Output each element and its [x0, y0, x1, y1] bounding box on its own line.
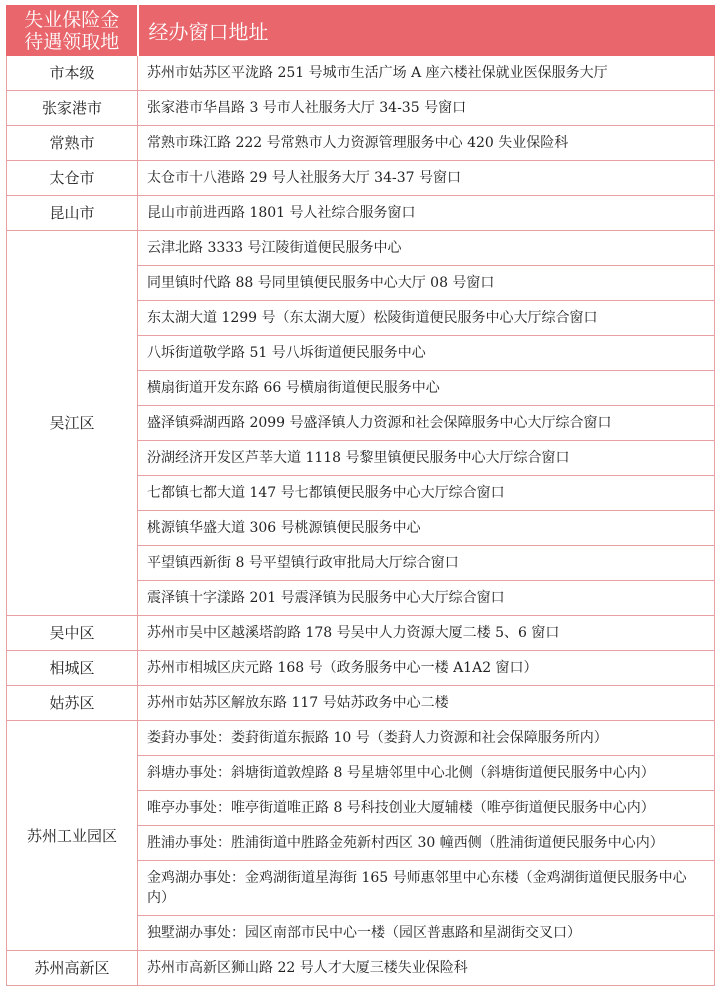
- address-cell: 胜浦办事处：胜浦街道中胜路金苑新村西区 30 幢西侧（胜浦街道便民服务中心内）: [138, 826, 715, 861]
- district-cell: 太仓市: [7, 161, 138, 196]
- address-cell: 苏州市姑苏区解放东路 117 号姑苏政务中心二楼: [138, 686, 715, 721]
- address-cell: 唯亭办事处：唯亭街道唯正路 8 号科技创业大厦辅楼（唯亭街道便民服务中心内）: [138, 791, 715, 826]
- table-row: [7, 91, 715, 126]
- district-cell: 张家港市: [7, 91, 138, 126]
- address-cell: 横扇街道开发东路 66 号横扇街道便民服务中心: [138, 371, 715, 406]
- header-district-line1: 失业保险金: [24, 8, 120, 31]
- address-cell: 张家港市华昌路 3 号市人社服务大厅 34-35 号窗口: [138, 91, 715, 126]
- address-cell: 独墅湖办事处：园区南部市民中心一楼（园区普惠路和星湖街交叉口）: [138, 916, 715, 951]
- district-cell: 吴中区: [7, 616, 138, 651]
- district-cell: 市本级: [7, 56, 138, 91]
- address-cell: 苏州市吴中区越溪塔韵路 178 号吴中人力资源大厦二楼 5、6 窗口: [138, 616, 715, 651]
- address-cell: 金鸡湖办事处：金鸡湖街道星海街 165 号师惠邻里中心东楼（金鸡湖街道便民服务中心内）: [138, 861, 715, 916]
- district-cell-wujiang: 吴江区: [7, 231, 138, 616]
- district-cell-sip: 苏州工业园区: [7, 721, 138, 951]
- office-address-table: [6, 5, 715, 986]
- table-row: [7, 951, 715, 986]
- address-cell: 太仓市十八港路 29 号人社服务大厅 34-37 号窗口: [138, 161, 715, 196]
- address-cell: 八坼街道敬学路 51 号八坼街道便民服务中心: [138, 336, 715, 371]
- district-cell: 常熟市: [7, 126, 138, 161]
- district-cell: 苏州高新区: [7, 951, 138, 986]
- address-cell: 苏州市姑苏区平泷路 251 号城市生活广场 A 座六楼社保就业医保服务大厅: [138, 56, 715, 91]
- unemployment-office-table-container: [6, 5, 714, 986]
- address-cell: 苏州市高新区狮山路 22 号人才大厦三楼失业保险科: [138, 951, 715, 986]
- address-cell: 七都镇七都大道 147 号七都镇便民服务中心大厅综合窗口: [138, 476, 715, 511]
- table-row: [7, 56, 715, 91]
- address-cell: 汾湖经济开发区芦莘大道 1118 号黎里镇便民服务中心大厅综合窗口: [138, 441, 715, 476]
- address-cell: 苏州市相城区庆元路 168 号（政务服务中心一楼 A1A2 窗口）: [138, 651, 715, 686]
- table-row: [7, 161, 715, 196]
- address-cell: 震泽镇十字漾路 201 号震泽镇为民服务中心大厅综合窗口: [138, 581, 715, 616]
- table-row: [7, 686, 715, 721]
- table-header-row: [7, 6, 715, 56]
- header-district-line2: 待遇领取地: [24, 30, 120, 53]
- table-row: [7, 126, 715, 161]
- table-row: [7, 721, 715, 756]
- address-cell: 云津北路 3333 号江陵街道便民服务中心: [138, 231, 715, 266]
- address-cell: 同里镇时代路 88 号同里镇便民服务中心大厅 08 号窗口: [138, 266, 715, 301]
- table-row: [7, 616, 715, 651]
- district-cell: 姑苏区: [7, 686, 138, 721]
- address-cell: 桃源镇华盛大道 306 号桃源镇便民服务中心: [138, 511, 715, 546]
- header-address: 经办窗口地址: [138, 6, 715, 56]
- district-cell: 昆山市: [7, 196, 138, 231]
- address-cell: 平望镇西新街 8 号平望镇行政审批局大厅综合窗口: [138, 546, 715, 581]
- header-district: [7, 6, 138, 56]
- address-cell: 昆山市前进西路 1801 号人社综合服务窗口: [138, 196, 715, 231]
- address-cell: 常熟市珠江路 222 号常熟市人力资源管理服务中心 420 失业保险科: [138, 126, 715, 161]
- address-cell: 娄葑办事处：娄葑街道东振路 10 号（娄葑人力资源和社会保障服务所内）: [138, 721, 715, 756]
- district-cell: 相城区: [7, 651, 138, 686]
- address-cell: 东太湖大道 1299 号（东太湖大厦）松陵街道便民服务中心大厅综合窗口: [138, 301, 715, 336]
- table-row: [7, 231, 715, 266]
- address-cell: 斜塘办事处：斜塘街道敦煌路 8 号星塘邻里中心北侧（斜塘街道便民服务中心内）: [138, 756, 715, 791]
- table-row: [7, 196, 715, 231]
- address-cell: 盛泽镇舜湖西路 2099 号盛泽镇人力资源和社会保障服务中心大厅综合窗口: [138, 406, 715, 441]
- table-row: [7, 651, 715, 686]
